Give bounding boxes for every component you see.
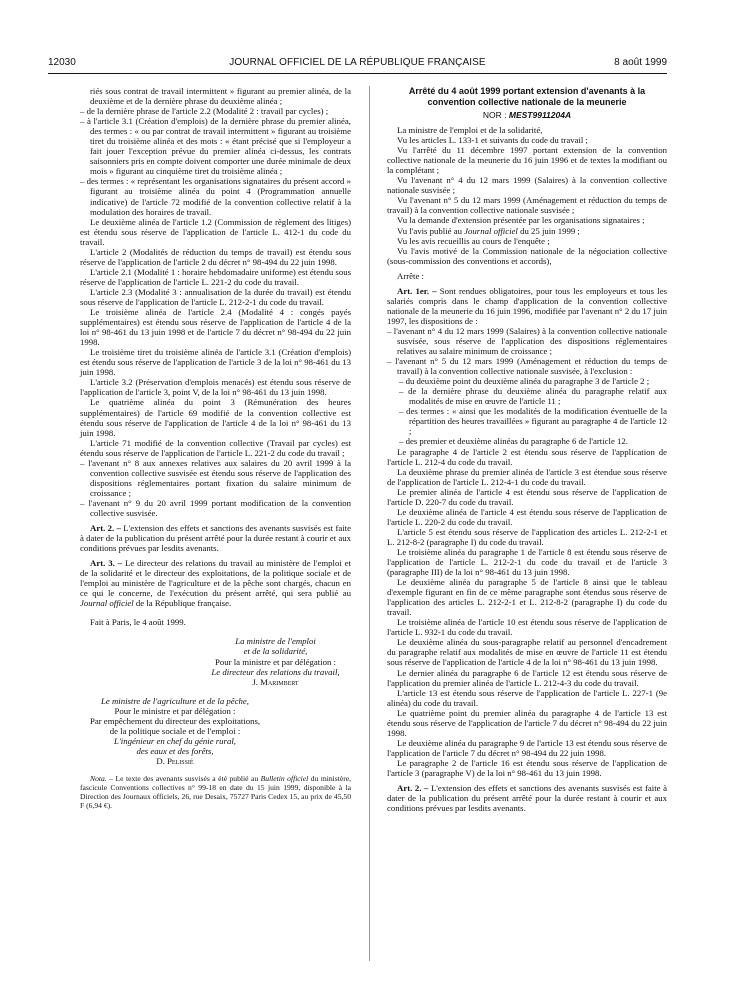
journal-ref: Journal officiel xyxy=(464,225,518,236)
paragraph: Le deuxième alinéa de l'article 4 est étendu sous réserve de l'application de l'article L. 220-2 du code du travail. xyxy=(387,506,667,527)
paragraph: Le deuxième alinéa du paragraphe 9 de l'article 13 est étendu sous réserve de l'application de l'article 7 du décret n° 98-494 du 22 juin 1998. xyxy=(387,737,667,758)
sub-list-item: – du deuxième point du deuxième alinéa du paragraphe 3 de l'article 2 ; xyxy=(399,376,650,387)
journal-ref: Journal officiel xyxy=(80,598,134,609)
nota-label: Nota. xyxy=(90,774,107,783)
article-3 xyxy=(80,558,351,608)
signatory-title: L'ingénieur en chef du génie rural, xyxy=(114,735,236,746)
sub-list-item: – des termes : « ainsi que les modalités de la modification éventuelle de la répartition des heures travaillées » figurant au paragraphe 4 de l'article 12 ; xyxy=(399,406,667,437)
article-text: Le directeur des relations du travail au ministère de l'emploi et de la solidarité et le directeur des exploitations, de la politique sociale et de l'emploi au ministère de l'agriculture et de la pêche sont chargés, chacun en ce qui le concerne, de l'exécution du présent arrêté, qui sera publié au xyxy=(80,558,351,599)
list-item: – de la dernière phrase de l'article 2.2 (Modalité 2 : travail par cycles) ; xyxy=(80,106,329,117)
signatory-title: La ministre de l'emploi xyxy=(235,636,316,647)
paragraph: La deuxième phrase du premier alinéa de l'article 3 est étendue sous réserve de l'application de l'article L. 212-4-1 du code du travail. xyxy=(387,466,667,487)
paragraph: Le quatrième alinéa du point 3 (Rémunération des heures supplémentaires) de l'article 69 modifié de la convention collective est étendu sous réserve de l'application de l'article 4 de la loi n° 98-461 du 13 juin 1998. xyxy=(80,397,351,438)
article-text: Sont rendues obligatoires, pour tous les employeurs et tous les salariés compris dans le champ d'application de la convention collective nationale de la meunerie du 16 juin 1996, modifiée par l'avenant n° 2 du 17 juin 1997, les dispositions de : xyxy=(387,285,667,326)
article-1 xyxy=(387,286,667,326)
signatory-title: et de la solidarité, xyxy=(243,646,308,657)
article-text: L'extension des effets et sanctions des avenants susvisés est faite à dater de la publication du présent arrêté pour la durée restant à courir et aux conditions prévues par lesdits avenants. xyxy=(387,783,667,814)
nota xyxy=(80,775,351,811)
delegation: Pour le ministre et par délégation : xyxy=(114,705,236,716)
article-2 xyxy=(80,523,351,553)
paragraph: riés sous contrat de travail intermittent » figurant au premier alinéa, de la deuxième et de la dernière phrase du deuxième alinéa ; xyxy=(90,86,351,107)
journal-title: JOURNAL OFFICIEL DE LA RÉPUBLIQUE FRANÇAISE xyxy=(229,57,486,68)
article-text-end: de la République française. xyxy=(133,598,232,609)
issue-date: 8 août 1999 xyxy=(614,57,667,68)
paragraph: Le premier alinéa de l'article 4 est étendu sous réserve de l'application de l'article D. 220-7 du code du travail. xyxy=(387,486,667,507)
paragraph: L'article 5 est étendu sous réserve de l'application des articles L. 212-2-1 et L. 212-8-2 (paragraphe I) du code du travail. xyxy=(387,526,667,547)
signatory-title: Le directeur des relations du travail, xyxy=(211,666,340,677)
sub-list-item: – de la dernière phrase du deuxième alinéa du paragraphe relatif aux modalités de mise en œuvre de l'article 11 ; xyxy=(399,386,667,407)
left-column xyxy=(80,86,351,811)
paragraph: Le deuxième alinéa du sous-paragraphe relatif au personnel d'encadrement du paragraphe relatif aux modalités de mise en œuvre de l'article 11 est étendu sous réserve de l'application de l'article 4 de la loi n° 98-461 du 13 juin 1998. xyxy=(387,637,667,668)
signatory-title: des eaux et des forêts, xyxy=(136,745,214,756)
signatory-name: D. Pelissié xyxy=(156,755,194,766)
paragraph: Le troisième alinéa de l'article 2.4 (Modalité 4 : congés payés supplémentaires) est étendu sous réserve de l'application de l'article 4 de la loi n° 98-461 du 13 juin 1998 et de l'article 7 du décret n° 98-494 du 22 juin 1998. xyxy=(80,307,351,348)
paragraph: L'article 2 (Modalités de réduction du temps de travail) est étendu sous réserve de l'application de l'article 2 du décret n° 98-494 du 22 juin 1998. xyxy=(80,246,351,267)
paragraph: L'article 2.1 (Modalité 1 : horaire hebdomadaire uniforme) est étendu sous réserve de l'application de l'article L. 221-2 du code du travail. xyxy=(80,266,351,287)
paragraph: L'article 2.3 (Modalité 3 : annualisation de la durée du travail) est étendu sous réserve de l'application de l'article L. 212-2-1 du code du travail. xyxy=(80,286,351,307)
paragraph: Le deuxième alinéa du paragraphe 5 de l'article 8 ainsi que le tableau d'exemple figurant en fin de ce même paragraphe sont étendus sous réserve de l'application des articles L. 212-2-1 et L. 212-8-2 (paragraphe I) du code du travail. xyxy=(387,577,667,618)
visa-text-end: du 25 juin 1999 ; xyxy=(517,225,580,236)
paragraph: L'article 13 est étendu sous réserve de l'application de l'article L. 227-1 (9e alinéa) du code du travail. xyxy=(387,687,667,708)
visa: Vu l'arrêté du 11 décembre 1997 portant extension de la convention collective nationale de la meunerie du 16 juin 1996 et de textes la modifiant ou la complétant ; xyxy=(387,145,667,176)
paragraph: L'article 71 modifié de la convention collective (Travail par cycles) est étendu sous réserve de l'application de l'article L. 221-2 du code du travail ; xyxy=(80,437,351,458)
signature-date: Fait à Paris, le 4 août 1999. xyxy=(90,617,186,628)
delegation: Pour la ministre et par délégation : xyxy=(214,656,336,667)
list-item: – l'avenant n° 9 du 20 avril 1999 portant modification de la convention collective susvisée. xyxy=(80,497,351,518)
visa: Vu la demande d'extension présentée par les organisations signataires ; xyxy=(397,215,645,226)
nor-reference xyxy=(387,110,667,120)
paragraph: Le quatrième point du premier alinéa du paragraphe 4 de l'article 13 est étendu sous réserve de l'application de l'article 7 du décret n° 98-494 du 22 juin 1998. xyxy=(387,707,667,738)
signature-block-2 xyxy=(80,696,270,766)
decree-title: Arrêté du 4 août 1999 portant extension d'avenants à la convention collective nationale de la meunerie xyxy=(408,86,646,107)
paragraph: Le deuxième alinéa de l'article 1.2 (Commission de règlement des litiges) est étendu sous réserve de l'application de l'article L. 412-1 du code du travail. xyxy=(80,216,351,247)
paragraph: Le paragraphe 4 de l'article 2 est étendu sous réserve de l'application de l'article L. 212-4 du code du travail. xyxy=(387,446,667,467)
nor-code: MEST9911204A xyxy=(508,110,572,120)
delegation: Par empêchement du directeur des exploitations, xyxy=(89,715,261,726)
nota-text-end: du ministère, fascicule Conventions collectives n° 99-18 en date du 15 juin 1999, disponible à la Direction des Journaux officiels, 26, rue Desaix, 75727 Paris Cedex 15, au prix de 45,50 F (6,94 €). xyxy=(80,774,352,810)
bulletin-ref: Bulletin officiel xyxy=(260,774,309,783)
page-number: 12030 xyxy=(48,57,76,68)
article-text: L'extension des effets et sanctions des avenants susvisés est faite à dater de la publication du présent arrêté pour la durée restant à courir et aux conditions prévues par lesdits avenants. xyxy=(80,523,351,554)
nota-text: – Le texte des avenants susvisés a été publié au xyxy=(106,774,261,783)
visa xyxy=(387,226,667,236)
column-separator xyxy=(369,86,370,961)
visa: Vu les avis recueillis au cours de l'enquête ; xyxy=(397,235,550,246)
list-item: – l'avenant n° 8 aux annexes relatives aux salaires du 20 avril 1999 à la convention collective susvisée est étendu sous réserve de l'application des dispositions réglementaires portant fixation du salaire minimum de croissance ; xyxy=(80,457,351,498)
article-heading: Art. 2. – xyxy=(90,523,121,534)
header-rule xyxy=(48,73,667,74)
page-header xyxy=(48,57,667,71)
list-item: – l'avenant n° 5 du 12 mars 1999 (Aménagement et réduction du temps de travail) à la convention collective nationale susvisée, à l'exclusion : xyxy=(387,356,667,377)
visa: Vu l'avenant n° 4 du 12 mars 1999 (Salaires) à la convention collective nationale susvisée ; xyxy=(387,175,667,196)
signatory-name: J. Marimbert xyxy=(252,676,299,687)
paragraph: Le paragraphe 2 de l'article 16 est étendu sous réserve de l'application de l'article 3 (paragraphe V) de la loi n° 98-461 du 13 juin 1998. xyxy=(387,757,667,778)
article-heading: Art. 1er. – xyxy=(397,285,437,296)
visa: Vu l'avenant n° 5 du 12 mars 1999 (Aménagement et réduction du temps de travail) à la convention collective nationale susvisée ; xyxy=(387,195,667,216)
article-heading: Art. 2. – xyxy=(397,783,429,794)
nor-label: NOR : xyxy=(482,110,509,120)
list-item: – l'avenant n° 4 du 12 mars 1999 (Salaires) à la convention collective nationale susvisée, sous réserve de l'application des dispositions réglementaires relatives au salaire minimum de croissance ; xyxy=(387,325,667,357)
visa: Vu l'avis motivé de la Commission nationale de la négociation collective (sous-commission des conventions et accords), xyxy=(387,245,667,266)
paragraph: Le troisième tiret du troisième alinéa de l'article 3.1 (Création d'emplois) est étendu sous réserve de l'application de l'article 3 de la loi n° 98-461 du 13 juin 1998. xyxy=(80,347,351,378)
visa-text: Vu l'avis publié au xyxy=(397,225,465,236)
paragraph: L'article 3.2 (Préservation d'emplois menacés) est étendu sous réserve de l'application de l'article 3, point V, de la loi n° 98-461 du 13 juin 1998. xyxy=(80,377,351,398)
list-item: – à l'article 3.1 (Création d'emplois) de la dernière phrase du premier alinéa, des termes : « ou par contrat de travail intermittent » figurant au troisième tiret du troisième alinéa et des mots : « étant précisé que si l'employeur a fait jouer l'exception prévue du premier alinéa ci-dessus, les contrats saisonniers pris en compte doivent comporter une durée minimale de deux mois » figurant au cinquième tiret du troisième alinéa ; xyxy=(80,116,351,177)
paragraph: Le dernier alinéa du paragraphe 6 de l'article 12 est étendu sous réserve de l'application du premier alinéa de l'article L. 212-4-3 du code du travail. xyxy=(387,667,667,688)
visa: Vu les articles L. 133-1 et suivants du code du travail ; xyxy=(397,135,588,146)
article-heading: Art. 3. – xyxy=(90,558,123,569)
paragraph: Le troisième alinéa de l'article 10 est étendu sous réserve de l'application de l'article L. 932-1 du code du travail. xyxy=(387,617,667,638)
signatory-title: Le ministre de l'agriculture et de la pêche, xyxy=(101,695,249,706)
sub-list-item: – des premier et deuxième alinéas du paragraphe 6 de l'article 12. xyxy=(399,436,628,447)
arrete-label: Arrête : xyxy=(397,270,424,281)
paragraph: La ministre de l'emploi et de la solidarité, xyxy=(397,125,543,136)
article-2-right xyxy=(387,783,667,813)
list-item: – des termes : « représentant les organisations signataires du présent accord » figurant au troisième alinéa du point 4 (Programmation annuelle indicative) de l'article 72 modifié de la convention collective relatif à la modulation des horaires de travail. xyxy=(80,176,351,217)
delegation: de la politique sociale et de l'emploi : xyxy=(109,725,241,736)
right-column xyxy=(387,86,667,813)
paragraph: Le troisième alinéa du paragraphe 1 de l'article 8 est étendu sous réserve de l'application de l'article L. 212-2-1 du code du travail et de l'article 3 (paragraphe III) de la loi n° 98-461 du 13 juin 1998. xyxy=(387,546,667,578)
signature-block-1 xyxy=(200,636,351,686)
